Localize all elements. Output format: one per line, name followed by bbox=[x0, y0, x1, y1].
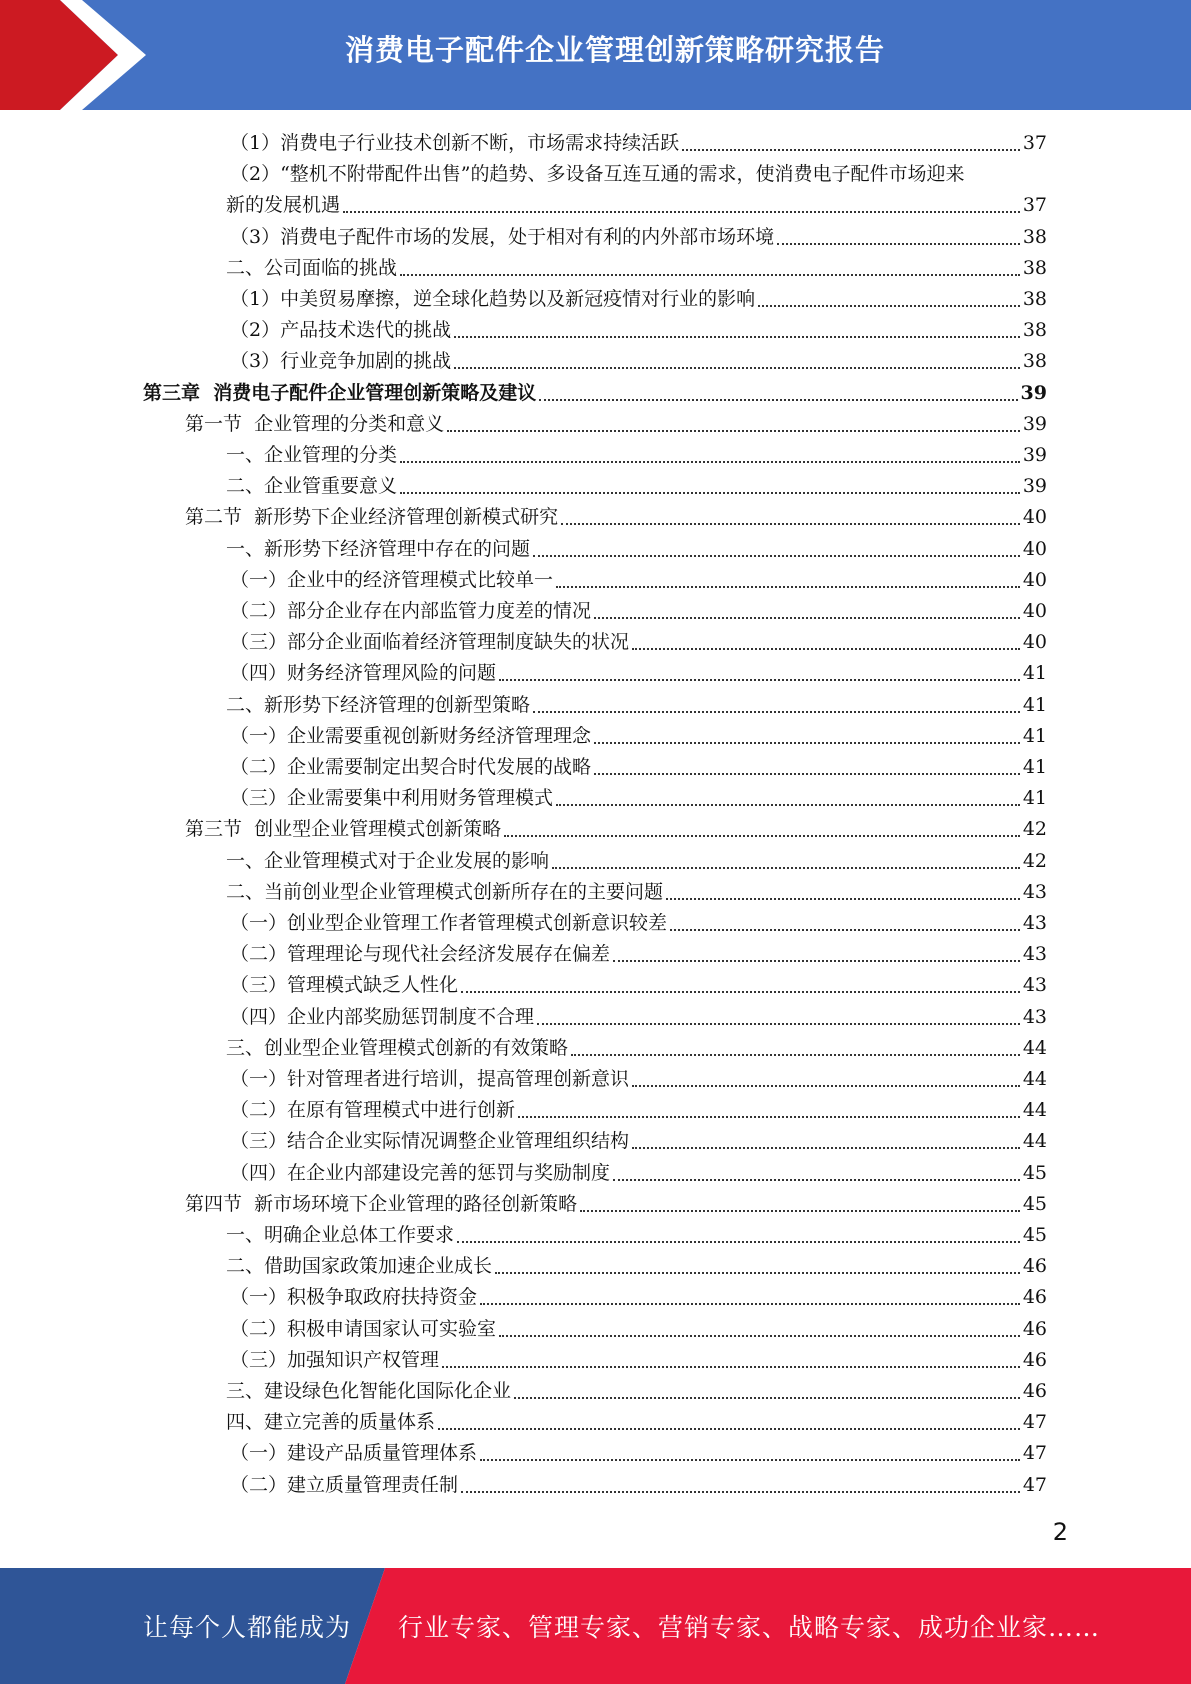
toc-entry-title: 二、公司面临的挑战 bbox=[226, 257, 398, 279]
toc-entry-page: 47 bbox=[1022, 1442, 1047, 1464]
toc-entry-title: 三、建设绿色化智能化国际化企业 bbox=[226, 1380, 512, 1402]
toc-entry-page: 45 bbox=[1022, 1193, 1047, 1215]
toc-dot-leader bbox=[533, 711, 1020, 713]
toc-entry-title: 二、借助国家政策加速企业成长 bbox=[226, 1255, 493, 1277]
toc-entry-title: 二、新形势下经济管理的创新型策略 bbox=[226, 694, 531, 716]
toc-dot-leader bbox=[533, 555, 1020, 557]
toc-dot-leader bbox=[666, 898, 1020, 900]
toc-entry[interactable] bbox=[230, 315, 1047, 346]
toc-entry[interactable] bbox=[230, 159, 1047, 190]
toc-entry-page: 39 bbox=[1022, 444, 1047, 466]
toc-dot-leader bbox=[539, 399, 1017, 401]
toc-entry-title: （一）积极争取政府扶持资金 bbox=[230, 1286, 478, 1308]
toc-entry[interactable] bbox=[230, 128, 1047, 159]
toc-entry[interactable] bbox=[230, 627, 1047, 658]
toc-entry-page: 40 bbox=[1022, 600, 1047, 622]
toc-entry[interactable] bbox=[230, 721, 1047, 752]
toc-dot-leader bbox=[343, 211, 1020, 213]
toc-entry[interactable] bbox=[143, 378, 1047, 409]
toc-dot-leader bbox=[571, 1054, 1020, 1056]
toc-entry-title: （3）消费电子配件市场的发展，处于相对有利的内外部市场环境 bbox=[230, 226, 775, 248]
toc-entry[interactable] bbox=[226, 534, 1047, 565]
toc-entry[interactable] bbox=[230, 1126, 1047, 1157]
toc-entry-title: （四）财务经济管理风险的问题 bbox=[230, 662, 497, 684]
page-number: 2 bbox=[1052, 1518, 1068, 1546]
toc-entry-page: 40 bbox=[1022, 631, 1047, 653]
toc-entry[interactable] bbox=[226, 1407, 1047, 1438]
toc-entry[interactable] bbox=[230, 1314, 1047, 1345]
toc-dot-leader bbox=[613, 960, 1020, 962]
toc-entry-title: （一）创业型企业管理工作者管理模式创新意识较差 bbox=[230, 912, 668, 934]
toc-dot-leader bbox=[552, 867, 1020, 869]
toc-entry-page: 47 bbox=[1022, 1474, 1047, 1496]
toc-dot-leader bbox=[400, 274, 1020, 276]
toc-entry-title: （三）企业需要集中利用财务管理模式 bbox=[230, 787, 554, 809]
toc-dot-leader bbox=[682, 149, 1020, 151]
toc-entry-page: 40 bbox=[1022, 506, 1047, 528]
toc-entry-title: 一、明确企业总体工作要求 bbox=[226, 1224, 455, 1246]
toc-entry[interactable] bbox=[185, 814, 1047, 845]
toc-entry-title: 四、建立完善的质量体系 bbox=[226, 1411, 436, 1433]
toc-dot-leader bbox=[461, 991, 1020, 993]
toc-entry-page: 41 bbox=[1022, 725, 1047, 747]
toc-dot-leader bbox=[514, 1397, 1020, 1399]
toc-dot-leader bbox=[613, 1179, 1020, 1181]
toc-entry[interactable] bbox=[226, 440, 1047, 471]
toc-entry-page: 39 bbox=[1022, 475, 1047, 497]
toc-entry[interactable] bbox=[230, 908, 1047, 939]
toc-entry[interactable] bbox=[230, 1470, 1047, 1501]
toc-dot-leader bbox=[556, 804, 1020, 806]
toc-entry[interactable] bbox=[226, 1220, 1047, 1251]
toc-entry[interactable] bbox=[230, 1158, 1047, 1189]
footer-slogan-right: 行业专家、管理专家、营销专家、战略专家、成功企业家…… bbox=[398, 1613, 1101, 1642]
toc-entry-title: 第四节 新市场环境下企业管理的路径创新策略 bbox=[185, 1193, 578, 1215]
toc-entry-title: （一）企业中的经济管理模式比较单一 bbox=[230, 569, 554, 591]
toc-entry-title: 第三节 创业型企业管理模式创新策略 bbox=[185, 818, 502, 840]
toc-entry-page: 38 bbox=[1022, 319, 1047, 341]
toc-entry[interactable] bbox=[230, 658, 1047, 689]
toc-dot-leader bbox=[457, 1241, 1020, 1243]
toc-entry-title: 二、当前创业型企业管理模式创新所存在的主要问题 bbox=[226, 881, 664, 903]
toc-dot-leader bbox=[594, 617, 1020, 619]
page-footer bbox=[0, 1568, 1191, 1684]
toc-entry-page: 42 bbox=[1022, 818, 1047, 840]
toc-entry-page: 43 bbox=[1022, 912, 1047, 934]
toc-entry[interactable] bbox=[230, 752, 1047, 783]
toc-entry-title: （二）部分企业存在内部监管力度差的情况 bbox=[230, 600, 592, 622]
toc-entry[interactable] bbox=[230, 1095, 1047, 1126]
toc-entry[interactable] bbox=[226, 1033, 1047, 1064]
toc-entry-title: （1）消费电子行业技术创新不断，市场需求持续活跃 bbox=[230, 132, 680, 154]
toc-entry[interactable] bbox=[226, 690, 1047, 721]
toc-dot-leader bbox=[461, 1491, 1020, 1493]
toc-entry-title: （一）建设产品质量管理体系 bbox=[230, 1442, 478, 1464]
toc-entry-title: 第一节 企业管理的分类和意义 bbox=[185, 413, 445, 435]
toc-entry-title: 一、新形势下经济管理中存在的问题 bbox=[226, 538, 531, 560]
toc-entry[interactable] bbox=[226, 190, 1047, 221]
toc-entry-title: （二）积极申请国家认可实验室 bbox=[230, 1318, 497, 1340]
toc-entry-page: 43 bbox=[1022, 943, 1047, 965]
toc-entry-page: 38 bbox=[1022, 350, 1047, 372]
toc-entry-title: （二）企业需要制定出契合时代发展的战略 bbox=[230, 756, 592, 778]
toc-entry-page: 45 bbox=[1022, 1224, 1047, 1246]
toc-dot-leader bbox=[758, 305, 1020, 307]
toc-entry-page: 41 bbox=[1022, 756, 1047, 778]
toc-entry-title: （二）在原有管理模式中进行创新 bbox=[230, 1099, 516, 1121]
toc-entry[interactable] bbox=[230, 1064, 1047, 1095]
toc-entry[interactable] bbox=[230, 1282, 1047, 1313]
toc-entry-page: 40 bbox=[1022, 538, 1047, 560]
toc-dot-leader bbox=[594, 742, 1020, 744]
toc-dot-leader bbox=[480, 1303, 1020, 1305]
toc-dot-leader bbox=[480, 1459, 1020, 1461]
toc-entry[interactable] bbox=[230, 596, 1047, 627]
toc-entry-title: 二、企业管重要意义 bbox=[226, 475, 398, 497]
toc-entry-page: 44 bbox=[1022, 1130, 1047, 1152]
toc-dot-leader bbox=[537, 1023, 1020, 1025]
toc-entry-page: 38 bbox=[1022, 288, 1047, 310]
toc-dot-leader bbox=[400, 461, 1020, 463]
footer-slogan-left: 让每个人都能成为 bbox=[143, 1613, 352, 1642]
toc-entry-page: 46 bbox=[1022, 1255, 1047, 1277]
toc-entry-title: （2）“整机不附带配件出售”的趋势、多设备互连互通的需求，使消费电子配件市场迎来 bbox=[230, 163, 965, 185]
toc-entry[interactable] bbox=[226, 253, 1047, 284]
toc-entry[interactable] bbox=[185, 502, 1047, 533]
toc-entry-title: 新的发展机遇 bbox=[226, 194, 341, 216]
toc-entry[interactable] bbox=[185, 1189, 1047, 1220]
toc-entry-page: 43 bbox=[1022, 881, 1047, 903]
toc-entry[interactable] bbox=[230, 222, 1047, 253]
toc-entry-page: 47 bbox=[1022, 1411, 1047, 1433]
toc-entry[interactable] bbox=[230, 346, 1047, 377]
toc-entry-page: 43 bbox=[1022, 974, 1047, 996]
toc-entry[interactable] bbox=[185, 409, 1047, 440]
toc-dot-leader bbox=[454, 336, 1020, 338]
toc-dot-leader bbox=[632, 1147, 1020, 1149]
toc-entry-page: 39 bbox=[1020, 382, 1047, 404]
toc-dot-leader bbox=[632, 1085, 1020, 1087]
toc-dot-leader bbox=[518, 1116, 1020, 1118]
toc-dot-leader bbox=[670, 929, 1020, 931]
toc-entry-page: 45 bbox=[1022, 1162, 1047, 1184]
toc-entry[interactable] bbox=[226, 1251, 1047, 1282]
toc-entry-page: 38 bbox=[1022, 226, 1047, 248]
toc-entry-page: 38 bbox=[1022, 257, 1047, 279]
toc-entry-title: （四）在企业内部建设完善的惩罚与奖励制度 bbox=[230, 1162, 611, 1184]
toc-entry-title: （三）管理模式缺乏人性化 bbox=[230, 974, 459, 996]
toc-dot-leader bbox=[447, 430, 1020, 432]
toc-entry[interactable] bbox=[226, 1376, 1047, 1407]
toc-entry[interactable] bbox=[226, 846, 1047, 877]
toc-entry-title: 一、企业管理模式对于企业发展的影响 bbox=[226, 850, 550, 872]
toc-dot-leader bbox=[580, 1210, 1020, 1212]
toc-entry-title: （四）企业内部奖励惩罚制度不合理 bbox=[230, 1006, 535, 1028]
toc-entry[interactable] bbox=[230, 1002, 1047, 1033]
toc-entry-title: （一）企业需要重视创新财务经济管理理念 bbox=[230, 725, 592, 747]
toc-dot-leader bbox=[556, 586, 1020, 588]
toc-entry-page: 43 bbox=[1022, 1006, 1047, 1028]
toc-dot-leader bbox=[561, 523, 1020, 525]
toc-entry-page: 46 bbox=[1022, 1349, 1047, 1371]
toc-entry-title: （三）结合企业实际情况调整企业管理组织结构 bbox=[230, 1130, 630, 1152]
toc-entry[interactable] bbox=[230, 565, 1047, 596]
toc-entry-page: 37 bbox=[1022, 132, 1047, 154]
toc-dot-leader bbox=[400, 492, 1020, 494]
toc-entry-page: 39 bbox=[1022, 413, 1047, 435]
toc-dot-leader bbox=[442, 1366, 1020, 1368]
toc-entry-title: 一、企业管理的分类 bbox=[226, 444, 398, 466]
toc-entry[interactable] bbox=[226, 877, 1047, 908]
toc-entry-page: 44 bbox=[1022, 1099, 1047, 1121]
toc-entry-page: 46 bbox=[1022, 1318, 1047, 1340]
toc-entry[interactable] bbox=[230, 783, 1047, 814]
toc-dot-leader bbox=[495, 1272, 1020, 1274]
toc-entry-title: （2）产品技术迭代的挑战 bbox=[230, 319, 452, 341]
toc-entry-page: 41 bbox=[1022, 694, 1047, 716]
toc-entry-title: 第二节 新形势下企业经济管理创新模式研究 bbox=[185, 506, 559, 528]
toc-entry-title: （3）行业竞争加剧的挑战 bbox=[230, 350, 452, 372]
toc-entry-page: 41 bbox=[1022, 662, 1047, 684]
toc-entry-page: 37 bbox=[1022, 194, 1047, 216]
toc-entry-page: 44 bbox=[1022, 1037, 1047, 1059]
toc-dot-leader bbox=[777, 243, 1020, 245]
toc-entry[interactable] bbox=[230, 1345, 1047, 1376]
page-header bbox=[0, 0, 1191, 110]
toc-entry-title: 第三章 消费电子配件企业管理创新策略及建议 bbox=[143, 382, 537, 404]
toc-entry[interactable] bbox=[226, 471, 1047, 502]
toc-entry-page: 44 bbox=[1022, 1068, 1047, 1090]
toc-entry[interactable] bbox=[230, 284, 1047, 315]
toc-entry-page: 42 bbox=[1022, 850, 1047, 872]
toc-entry-page: 46 bbox=[1022, 1380, 1047, 1402]
toc-dot-leader bbox=[504, 835, 1020, 837]
toc-dot-leader bbox=[594, 773, 1020, 775]
toc-entry[interactable] bbox=[230, 939, 1047, 970]
toc-entry-title: （二）建立质量管理责任制 bbox=[230, 1474, 459, 1496]
toc-entry-title: （一）针对管理者进行培训，提高管理创新意识 bbox=[230, 1068, 630, 1090]
toc-entry[interactable] bbox=[230, 1438, 1047, 1469]
toc-dot-leader bbox=[438, 1428, 1020, 1430]
toc-dot-leader bbox=[499, 1335, 1020, 1337]
toc-entry-title: （1）中美贸易摩擦，逆全球化趋势以及新冠疫情对行业的影响 bbox=[230, 288, 756, 310]
toc-entry-title: （三）加强知识产权管理 bbox=[230, 1349, 440, 1371]
toc-dot-leader bbox=[632, 648, 1020, 650]
report-title: 消费电子配件企业管理创新策略研究报告 bbox=[344, 33, 885, 67]
toc-entry[interactable] bbox=[230, 970, 1047, 1001]
toc-dot-leader bbox=[454, 367, 1020, 369]
toc-dot-leader bbox=[499, 679, 1020, 681]
toc-entry-page: 41 bbox=[1022, 787, 1047, 809]
header-chevron-decoration bbox=[0, 0, 160, 110]
toc-entry-page: 46 bbox=[1022, 1286, 1047, 1308]
toc-entry-page: 40 bbox=[1022, 569, 1047, 591]
toc-entry-title: 三、创业型企业管理模式创新的有效策略 bbox=[226, 1037, 569, 1059]
toc-entry-title: （二）管理理论与现代社会经济发展存在偏差 bbox=[230, 943, 611, 965]
toc-entry-title: （三）部分企业面临着经济管理制度缺失的状况 bbox=[230, 631, 630, 653]
